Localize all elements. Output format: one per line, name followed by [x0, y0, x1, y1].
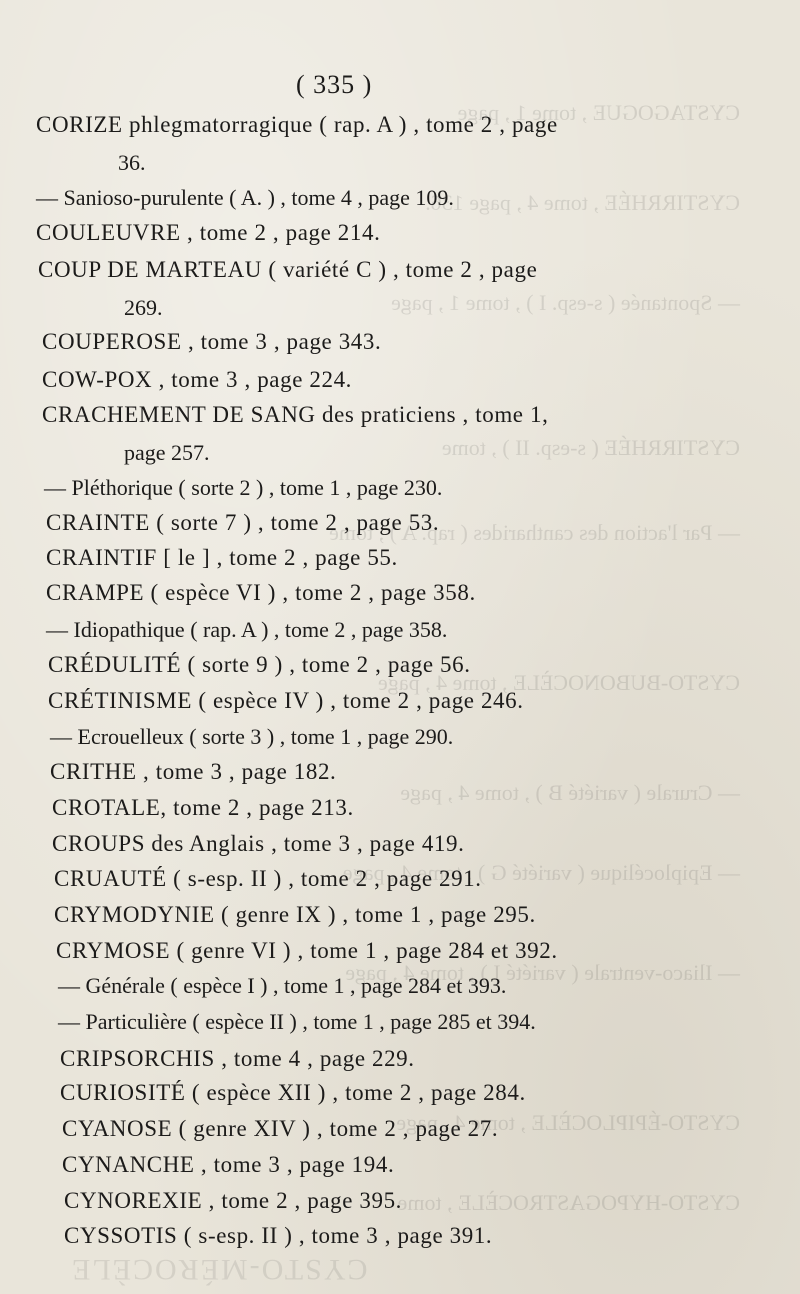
entry-coup-de-marteau: COUP DE MARTEAU ( variété C ) , tome 2 , page — [38, 257, 538, 282]
entry-cow-pox: COW-POX , tome 3 , page 224. — [42, 367, 353, 392]
entry-couperose: COUPEROSE , tome 3 , page 343. — [42, 329, 382, 354]
entry-cyanose: CYANOSE ( genre XIV ) , tome 2 , page 27. — [62, 1116, 499, 1141]
entry-corize-cont: 36. — [118, 150, 146, 175]
entry-croups: CROUPS des Anglais , tome 3 , page 419. — [52, 831, 465, 856]
entry-corize: CORIZE phlegmatorragique ( rap. A ) , tome 2 , page — [36, 112, 558, 137]
page-number: ( 335 ) — [296, 70, 373, 99]
entry-crachement-cont: page 257. — [124, 440, 210, 465]
bleed-through-bottom: CYSTO-MÉROCÈLE — [70, 1253, 368, 1286]
entry-cruaute: CRUAUTÉ ( s-esp. II ) , tome 2 , page 291. — [54, 866, 482, 891]
entry-particuliere: — Particulière ( espèce II ) , tome 1 , page 285 et 394. — [58, 1009, 536, 1034]
entry-idiopathique: — Idiopathique ( rap. A ) , tome 2 , page 358. — [46, 617, 448, 642]
entry-crainte: CRAINTE ( sorte 7 ) , tome 2 , page 53. — [46, 510, 440, 535]
entry-crymose: CRYMOSE ( genre VI ) , tome 1 , page 284 et 392. — [56, 938, 558, 963]
entry-curiosite: CURIOSITÉ ( espèce XII ) , tome 2 , page 284. — [60, 1080, 526, 1105]
entry-plethorique: — Pléthorique ( sorte 2 ) , tome 1 , page 230. — [44, 475, 443, 500]
entry-crymodynie: CRYMODYNIE ( genre IX ) , tome 1 , page 295. — [54, 902, 536, 927]
entry-couleuvre: COULEUVRE , tome 2 , page 214. — [36, 220, 381, 245]
entry-crampe: CRAMPE ( espèce VI ) , tome 2 , page 358. — [46, 580, 476, 605]
entry-crachement: CRACHEMENT DE SANG des praticiens , tome 1, — [42, 402, 549, 427]
entry-ecrouelleux: — Ecrouelleux ( sorte 3 ) , tome 1 , page 290. — [50, 724, 454, 749]
entry-cynorexie: CYNOREXIE , tome 2 , page 395. — [64, 1188, 403, 1213]
entry-generale: — Générale ( espèce I ) , tome 1 , page 284 et 393. — [58, 973, 507, 998]
entry-cripsorchis: CRIPSORCHIS , tome 4 , page 229. — [60, 1046, 415, 1071]
entry-credulite: CRÉDULITÉ ( sorte 9 ) , tome 2 , page 56. — [48, 652, 471, 677]
entry-cretinisme: CRÉTINISME ( espèce IV ) , tome 2 , page 246. — [48, 688, 524, 713]
entry-coup-cont: 269. — [124, 295, 163, 320]
entry-craintif: CRAINTIF [ le ] , tome 2 , page 55. — [46, 545, 398, 570]
entry-cyssotis: CYSSOTIS ( s-esp. II ) , tome 3 , page 391. — [64, 1223, 493, 1248]
entry-crithe: CRITHE , tome 3 , page 182. — [50, 759, 337, 784]
entry-cynanche: CYNANCHE , tome 3 , page 194. — [62, 1152, 395, 1177]
bleed-through: CYSTAGOGUE , tome 1 , page CYSTIRRHÉE , tome 4 , page 136. — Spontanée ( s-esp. I ) , tome 1 , page CYSTIRRHÉE ( s-esp. II ) , tome — Par l'action des cantharides ( rap. A ) , tome CYSTO-BUBONOCÈLE , tome 4 , page — Crurale ( variété B ) , tome 4 , page — Epiplocélique ( variété G ) , tome 4 , page — Iliaco-ventrale ( variété I ) , tome 4 , page CYSTO-ÉPIPLOCÈLE , tome 4 , page CYSTO-HYPOGASTROCÈLE , tome — [329, 100, 740, 1215]
entry-crotale: CROTALE, tome 2 , page 213. — [52, 795, 354, 820]
entry-sanioso: — Sanioso-purulente ( A. ) , tome 4 , page 109. — [36, 185, 454, 210]
